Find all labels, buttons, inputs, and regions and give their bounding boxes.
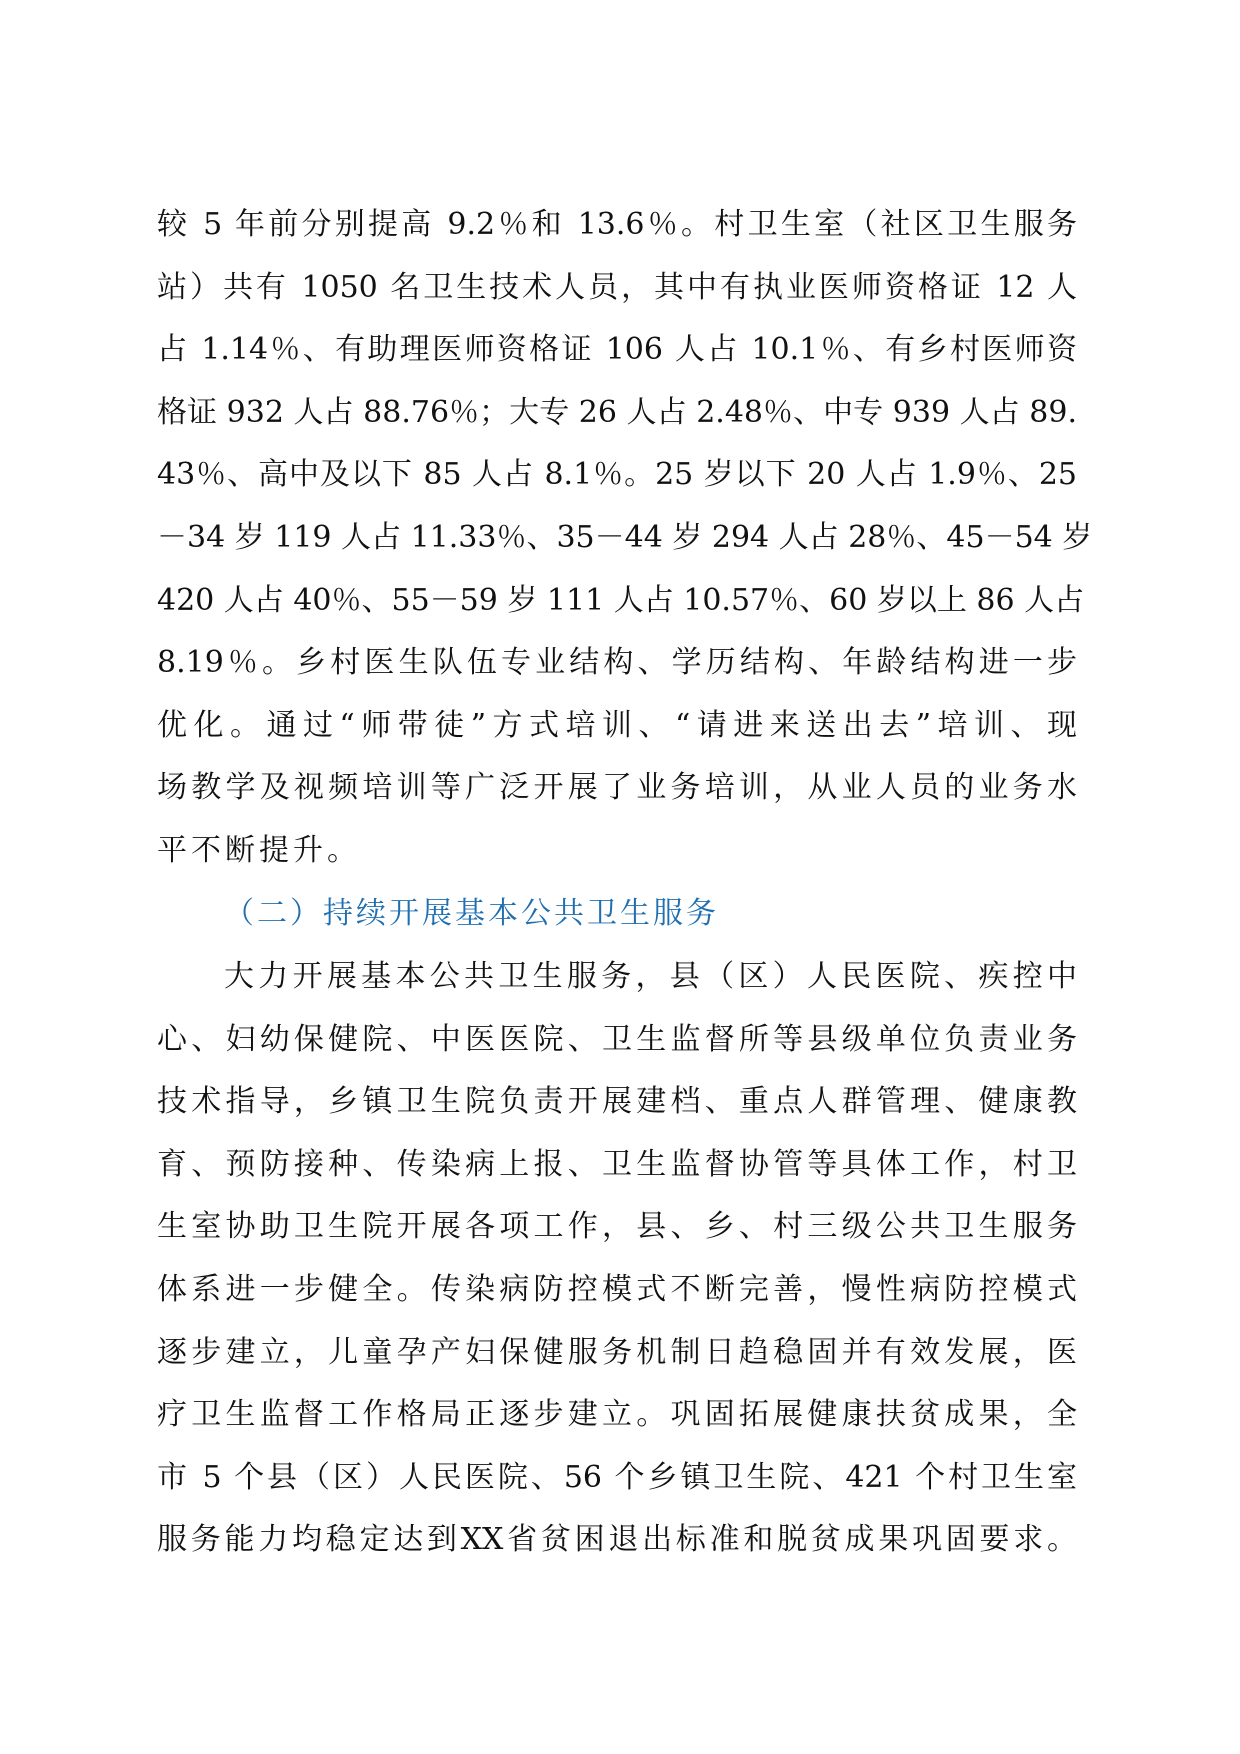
text-line: 生室协助卫生院开展各项工作，县、乡、村三级公共卫生服务: [157, 1209, 1077, 1245]
text-line: 占 1.14％、有助理医师资格证 106 人占 10.1％、有乡村医师资: [157, 332, 1077, 368]
text-line: 疗卫生监督工作格局正逐步建立。巩固拓展健康扶贫成果，全: [157, 1397, 1077, 1433]
section-heading: （二）持续开展基本公共卫生服务: [224, 896, 719, 931]
text-line: 场教学及视频培训等广泛开展了业务培训，从业人员的业务水: [157, 770, 1077, 806]
text-line: 逐步建立，儿童孕产妇保健服务机制日趋稳固并有效发展，医: [157, 1334, 1077, 1370]
text-line: 市 5 个县（区）人民医院、56 个乡镇卫生院、421 个村卫生室: [157, 1459, 1077, 1495]
text-line: 优化。通过“师带徒”方式培训、“请进来送出去”培训、现: [157, 707, 1077, 743]
text-line: 育、预防接种、传染病上报、卫生监督协管等具体工作，村卫: [157, 1146, 1077, 1182]
text-line: 平不断提升。: [157, 833, 361, 868]
text-line: 技术指导，乡镇卫生院负责开展建档、重点人群管理、健康教: [157, 1084, 1077, 1120]
text-line: 服务能力均稳定达到XX省贫困退出标准和脱贫成果巩固要求。: [157, 1522, 1077, 1558]
text-line: 体系进一步健全。传染病防控模式不断完善，慢性病防控模式: [157, 1272, 1077, 1307]
text-line: －34 岁 119 人占 11.33％、35－44 岁 294 人占 28％、45－54 岁: [157, 520, 1093, 555]
text-line: 8.19％。乡村医生队伍专业结构、学历结构、年龄结构进一步: [157, 645, 1077, 681]
text-line: 较 5 年前分别提高 9.2％和 13.6％。村卫生室（社区卫生服务: [157, 207, 1077, 242]
text-line: 大力开展基本公共卫生服务，县（区）人民医院、疾控中: [224, 959, 1077, 994]
text-line: 420 人占 40％、55－59 岁 111 人占 10.57％、60 岁以上 86 人占: [157, 582, 1085, 618]
text-line: 站）共有 1050 名卫生技术人员，其中有执业医师资格证 12 人: [157, 269, 1077, 305]
text-line: 格证 932 人占 88.76％；大专 26 人占 2.48％、中专 939 人占 89.: [157, 394, 1077, 430]
text-line: 心、妇幼保健院、中医医院、卫生监督所等县级单位负责业务: [157, 1021, 1077, 1057]
text-line: 43％、高中及以下 85 人占 8.1％。25 岁以下 20 人占 1.9％、25: [157, 457, 1077, 493]
